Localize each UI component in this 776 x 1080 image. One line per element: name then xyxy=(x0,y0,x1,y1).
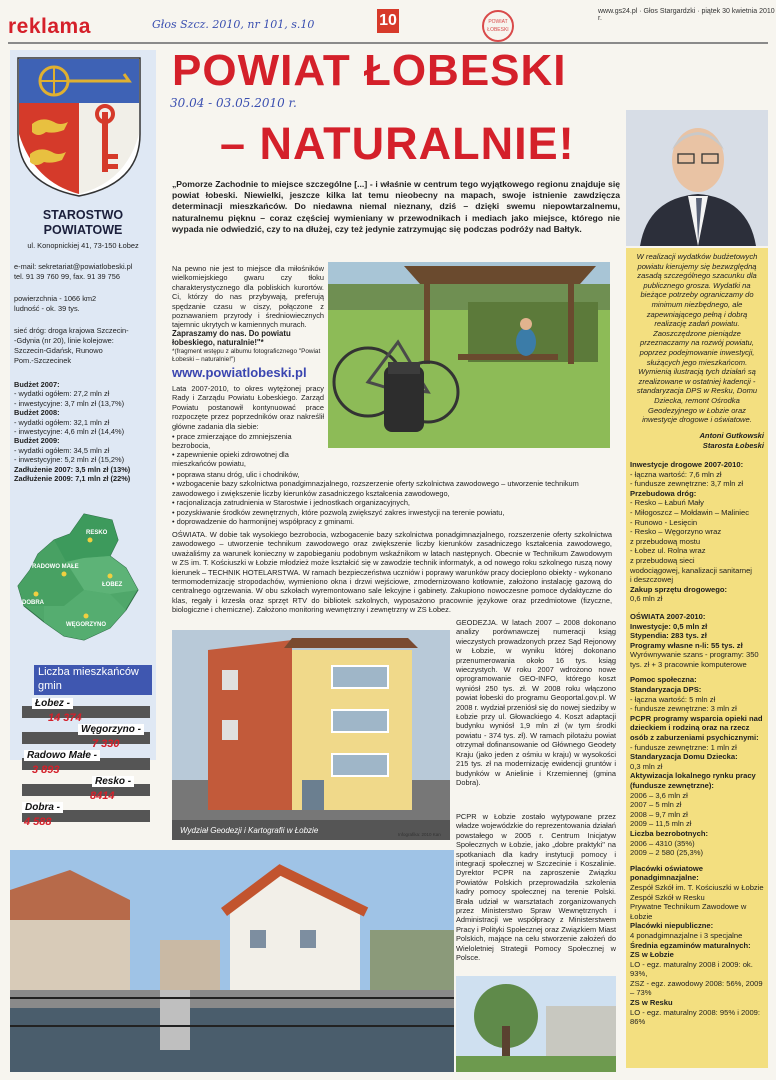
school-line: Zespół Szkół im. T. Kościuszki w Łobzie xyxy=(630,882,764,892)
rebuilt-line: - Łobez ul. Rolna wraz xyxy=(630,546,706,556)
social-line: PCPR programy wsparcia opieki nad dzieckiem i rodziną oraz na rzecz osób z zaburzeniami psychicznymi: xyxy=(630,713,763,743)
inhabitants-value: 3 893 xyxy=(32,764,60,776)
building-photo xyxy=(172,630,450,840)
budget-2009-title: Budżet 2009: xyxy=(14,436,60,446)
bridge-photo xyxy=(10,850,454,1072)
equipment-value: 0,6 mln zł xyxy=(630,594,663,604)
social-line: - fundusze zewnętrzne: 1 mln zł xyxy=(630,742,737,752)
source-note: Infografika: 2010 Kan xyxy=(398,832,441,837)
social-line: 2009 – 11,5 mln zł xyxy=(630,819,692,829)
equipment-title: Zakup sprzętu drogowego: xyxy=(630,584,728,594)
school-line: ZSZ - egz. zawodowy 2008: 56%, 2009 – 73% xyxy=(630,978,763,998)
school-line: ZS w Łobzie xyxy=(630,950,674,960)
road-network-1: sieć dróg: droga krajowa Szczecin- xyxy=(14,326,129,335)
social-line: 2009 – 2 580 (25,3%) xyxy=(630,848,704,858)
signature-role: Starosta Łobeski xyxy=(702,441,764,450)
school-line: Placówki niepubliczne: xyxy=(630,921,714,931)
inhabitants-value: 4 588 xyxy=(24,816,52,828)
budget-2008-total: - wydatki ogółem: 32,1 mln zł xyxy=(14,417,110,427)
budget-2008-invest: - inwestycyjne: 4,6 mln zł (14,4%) xyxy=(14,427,125,437)
school-line: Średnia egzaminów maturalnych: xyxy=(630,940,751,950)
intro-bullet-1: • prace zmierzające do zmniejszenia bezrobocia, xyxy=(172,432,292,451)
road-line: - łączna wartość: 7,6 mln zł xyxy=(630,469,722,479)
social-line: Liczba bezrobotnych: xyxy=(630,828,709,838)
lead-paragraph: „Pomorze Zachodnie to miejsce szczególne [...] - i właśnie w centrum tego wyjątkowego regionu znajduje się powiat łobeski. Niewielki, jeszcze kilka lat temu nieobecny na mapach, swoje istnienie zawdzięcza determinacji mieszkańców. Do niedawna niemal nieznany, dziś – dzięki swemu niepowtarzalnemu, naturalnemu pięknu – coraz częściej wymieniany w przewodnikach i mediach jako miejsce, którego nie wypada nie odwiedzić, czy to na dłużej, czy też jedynie zatrzymując się podczas podróży nad Bałtyk. xyxy=(172,179,620,234)
budget-2008-title: Budżet 2008: xyxy=(14,408,60,418)
office-email: e-mail: sekretariat@powiatlobeski.pl xyxy=(14,262,133,271)
inhabitants-value: 14 374 xyxy=(48,712,82,724)
office-title-1: STAROSTWO xyxy=(42,208,124,222)
inhabitants-name: Resko - xyxy=(92,776,134,787)
school-line: LO - egz. maturalny 2008: 95% i 2009: 86% xyxy=(630,1007,761,1027)
starosta-quote: W realizacji wydatków budżetowych powiatu kierujemy się bezwzględną zasadą szczególnego szacunku dla publicznego grosza. Wydatki na bieżące potrzeby ograniczamy do minimum niezbędnego, ale zapewniającego pełną i dobrą realizację zadań powiatu. Zaoszczędzone pieniądze przeznaczamy na rozwój powiatu, poprzez podejmowanie inwestycji, służących jego mieszkańcom. Wymienią ilustracją tych działań są zrealizowane w ostatniej kadencji - standaryzacja DPS w Resku, Domu Dziecka, remont Ośrodka Geodezyjnego w Łobzie oraz inwestycje drogowe i oświatowe. xyxy=(636,252,758,425)
schools-title: Placówki oświatowe ponadgimnazjalne: xyxy=(630,863,704,883)
inhabitants-row-dobra xyxy=(22,802,150,834)
school-line: 4 ponadgimnazjalne i 3 specjalne xyxy=(630,930,743,940)
social-line: 2006 – 4310 (35%) xyxy=(630,838,695,848)
map-label-wegorzyno: WĘGORZYNO xyxy=(66,622,106,628)
goal-item: • racjonalizacja zatrudnienia w Starostwie i jednostkach organizacyjnych, xyxy=(172,498,410,508)
signature-name: Antoni Gutkowski xyxy=(699,431,764,440)
school-line: LO - egz. maturalny 2008 i 2009: ok. 93%, xyxy=(630,959,753,979)
intro-bullet-2: • zapewnienie opieki zdrowotnej dla mieszkańców powiatu, xyxy=(172,450,289,469)
social-line: 2006 – 3,6 mln zł xyxy=(630,790,688,800)
road-network-2: -Gdynia (nr 20), linie kolejowe: xyxy=(14,336,114,345)
inhabitants-title-line1: Liczba mieszkańców xyxy=(38,666,139,678)
section-label: reklama xyxy=(8,15,91,38)
rebuilt-line: - Resko – Łabuń Mały xyxy=(630,498,704,508)
budget-2009-total: - wydatki ogółem: 34,5 mln zł xyxy=(14,445,110,455)
header-rule xyxy=(8,42,768,44)
intro-invitation: Zapraszamy do nas. Do powiatu łobeskiego, naturalnie!"* xyxy=(172,329,291,348)
social-line: - fundusze zewnętrzne: 3 mln zł xyxy=(630,704,737,714)
office-address: ul. Konopnickiej 41, 73-150 Łobez xyxy=(27,241,139,250)
inhabitants-title xyxy=(34,665,152,695)
intro-text-2: Lata 2007-2010, to okres wytężonej pracy Rady i Zarządu Powiatu Łobeskiego. Zarząd Powiatu postanowił kontynuować prace rozpoczęte przez poprzedników oraz nakreślił główne zadania dla siebie: xyxy=(172,384,324,431)
social-title: Pomoc społeczna: xyxy=(630,675,697,685)
social-line: 2007 – 5 mln zł xyxy=(630,800,682,810)
goal-item: • poprawa stanu dróg, ulic i chodników, xyxy=(172,470,300,479)
rebuilt-line: wodociągowej, kanalizacji sanitarnej xyxy=(630,565,752,575)
school-line: ZS w Resku xyxy=(630,998,673,1008)
county-area: powierzchnia - 1066 km2 xyxy=(14,294,97,303)
inhabitants-title-line2: gmin xyxy=(38,680,62,692)
budget-2007-invest: - inwestycyjne: 3,7 mln zł (13,7%) xyxy=(14,398,125,408)
education-stat: Stypendia: 283 tys. zł xyxy=(630,631,707,641)
education-stat: Inwestycje: 0,5 mln zł xyxy=(630,621,708,631)
rebuilt-title: Przebudowa dróg: xyxy=(630,488,697,498)
goal-item: • doprowadzenie do harmonijnej współpracy z gminami. xyxy=(172,517,355,527)
debt-2009: Zadłużenie 2009: 7,1 mln zł (22%) xyxy=(14,474,131,484)
geodesy-text: GEODEZJA. W latach 2007 – 2008 dokonano analizy porównawczej numeracji ksiąg wieczystych prowadzonych przez Sąd Rejonowy w Łobzie, w wyniku której dokonano przenumerowania około 16 tys. ksiąg wieczystych. W roku 2007 wdrożono nowe oprogramowanie GEO-INFO, którego koszt wyniósł 250 tys. zł. W 2008 roku włączono powiat łobeski do programu Geoportal.gov.pl. W 2008 r. wydział przeniósł się do nowej siedziby w Łobzie przy ul. Głowackiego 4. Koszt adaptacji budynku wyniósł 1,9 mln zł (w tym środki powiatu - 374 tys. zł). W ramach pilotażu powiat otrzymał dofinansowanie od Głównego Geodety Kraju (jako jeden z ośmiu w kraju) w wysokości 215 tys. zł na modernizację ewidencji gruntów i budynków w Anielinie i Krzemiennej (gmina Dobra). xyxy=(456,618,616,787)
office-phone: tel. 91 39 760 99, fax. 91 39 756 xyxy=(14,272,121,281)
social-line: Standaryzacja Domu Dziecka: xyxy=(630,752,738,762)
intro-footnote: *(fragment wstępu z albumu fotograficznego "Powiat Łobeski – naturalnie!") xyxy=(172,348,321,363)
pcpr-text: PCPR w Łobzie zostało wytypowane przez władze wojewódzkie do reprezentowania działań powstałego w 2005 r. Centrum Inicjatyw Społecznych w Łobzie, jako „dobre praktyki" na spotkaniach dla kadry instytucji pomocy i integracji społecznej w Szczecinie i Koszalinie. Dyrektor PCPR na zaproszenie Związku Powiatów Polskich przeprowadziła szkolenia kadry pomocy społecznej na terenie Polski. Brała udział w warsztatach zorganizowanych przez Ministerstwo Spraw Wewnętrznych i Administracji we współpracy z Ministerstwem Pracy i Polityki Społecznej oraz Związkiem Miast Polskich, mające na celu stworzenie założeń do Wieloletniej Strategii Pomocy Społecznej w Polsce. xyxy=(456,812,616,963)
portrait-photo xyxy=(626,110,768,246)
social-line: Standaryzacja DPS: xyxy=(630,685,702,695)
social-line: 0,3 mln zł xyxy=(630,761,663,771)
education-stats-title: OŚWIATA 2007-2010: xyxy=(630,611,706,621)
rebuilt-line: z przebudową sieci xyxy=(630,555,695,565)
county-map xyxy=(14,510,150,645)
website-address: www.powiatlobeski.pl xyxy=(172,365,307,380)
road-investments-title: Inwestycje drogowe 2007-2010: xyxy=(630,460,744,469)
newspaper-topline: www.gs24.pl · Głos Stargardzki · piątek 30 kwietnia 2010 r. xyxy=(598,8,775,22)
rebuilt-line: i deszczowej xyxy=(630,575,674,585)
school-line: Zespół Szkół w Resku xyxy=(630,892,705,902)
social-line: - łączna wartość: 5 mln zł xyxy=(630,694,716,704)
map-label-dobra: DOBRA xyxy=(22,600,44,606)
tree-photo xyxy=(456,976,616,1072)
education-stat: Programy własne n-li: 55 tys. zł xyxy=(630,640,743,650)
handwritten-dates: 30.04 - 03.05.2010 r. xyxy=(170,96,297,110)
social-line: Aktywizacja lokalnego rynku pracy (fundusze zewnętrzne): xyxy=(630,771,756,790)
handwritten-note-top: Głos Szcz. 2010, nr 101, s.10 xyxy=(152,18,315,31)
office-title-2: POWIATOWE xyxy=(43,223,123,237)
debt-2007: Zadłużenie 2007: 3,5 mln zł (13%) xyxy=(14,464,131,474)
education-text: OŚWIATA. W dobie tak wysokiego bezrobocia, wzbogacenie bazy szkolnictwa ponadgimnazjalnego, rozszerzenie oferty szkolnictwa zawodowego – utworzenie technikum zawodowego oraz zwiększenie liczby kierunków zasadniczego kształcenia zawodowego, uważaliśmy za warunek konieczny w zapobieganiu podobnym wskaźnikom w latach następnych. Obecnie w Technikum Zawodowym w ZS im. T. Kościuszki w Łobzie młodzież może kształcić się w zawodzie technik informatyk, a od nowego roku szkolnego ruszą nowy kierunek – TECHNIK HOTELARSTWA. W ramach bezpieczeństwa uczniów i poprawy warunków pracy docieplono obiekty - wykonano termomodernizację stropodachów, wymieniono okna i drzwi wejściowe, zmodernizowano kotłownie, założono instalację gazową do centralnego ogrzewania. W obu szkołach wyremontowano sale lekcyjne i gabinety. Zakupiono nowoczesne pomoce dydaktyczne do klas, regały i krzesła oraz sprzęt RTV do bibliotek szkolnych, wyposażono pracownie językowe oraz przedmiotowe (fizyczne, biologiczne i chemiczne). Założono monitoring wewnętrzny i zewnętrzny w ZS Łobez. xyxy=(172,530,612,615)
intro-text-1: Na pewno nie jest to miejsce dla miłośników wielkomiejskiego gwaru czy tłoku charakterystycznego dla pobliskich kurortów. Ci, którzy do nas przybywają, preferują spędzanie czasu w ciszy, połączone z poznawaniem przyrody i średniowiecznych tajemnic ukrytych w kamiennych murach. xyxy=(172,264,324,330)
map-label-lobez: ŁOBEZ xyxy=(102,582,123,588)
building-caption: Wydział Geodezji i Kartografii w Łobzie xyxy=(180,826,319,835)
rebuilt-line: - Resko – Węgorzyno wraz xyxy=(630,527,722,537)
coat-of-arms-icon xyxy=(14,54,144,200)
inhabitants-name: Łobez - xyxy=(32,698,73,709)
school-line: Prywatne Technikum Zawodowe w Łobzie xyxy=(630,902,747,921)
inhabitants-name: Radowo Małe - xyxy=(24,750,100,761)
budget-2007-title: Budżet 2007: xyxy=(14,380,60,389)
goals-list xyxy=(172,470,612,526)
headline-line2: – NATURALNIE! xyxy=(220,118,575,169)
person-icon xyxy=(626,110,768,246)
road-investments xyxy=(630,460,766,1027)
rebuilt-line: - Runowo - Lesięcin xyxy=(630,517,698,527)
budget-2009-invest: - inwestycyjne: 5,2 mln zł (15,2%) xyxy=(14,455,125,465)
inhabitants-name: Węgorzyno - xyxy=(78,724,144,735)
road-network-3: Szczecin-Gdańsk, Runowo xyxy=(14,346,103,355)
page-number: 10 xyxy=(377,9,399,33)
map-label-radowo: RADOWO MAŁE xyxy=(32,564,79,570)
map-label-resko: RESKO xyxy=(86,530,108,536)
goal-item: • wzbogacenie bazy szkolnictwa ponadgimnazjalnego, rozszerzenie oferty szkolnictwa zawodowego – utworzenie technikum zawodowego i zwiększenie liczby kierunków zasadniczego kształcenia zawodowego, xyxy=(172,479,579,498)
bicycle-photo xyxy=(328,262,610,448)
social-line: 2008 – 9,7 mln zł xyxy=(630,809,688,819)
inhabitants-value: 7 330 xyxy=(92,738,120,750)
rebuilt-line: - Miłogoszcz – Mołdawin – Maliniec xyxy=(630,507,750,517)
inhabitants-name: Dobra - xyxy=(22,802,63,813)
county-population: ludność - ok. 39 tys. xyxy=(14,304,80,313)
inhabitants-value: 8414 xyxy=(90,790,115,802)
budget-2007-total: - wydatki ogółem: 27,2 mln zł xyxy=(14,389,110,399)
library-stamp: POWIAT ŁOBESKI xyxy=(482,10,514,42)
education-stat: Wyrównywanie szans - programy: 350 tys. zł + 3 pracownie komputerowe xyxy=(630,650,759,669)
rebuilt-line: z przebudową mostu xyxy=(630,536,701,546)
goal-item: • pozyskiwanie środków zewnętrznych, które pozwolą zwiększyć zakres inwestycji na terenie powiatu, xyxy=(172,507,505,517)
headline-line1: POWIAT ŁOBESKI xyxy=(172,46,567,95)
road-network-4: Pom.-Szczecinek xyxy=(14,356,72,365)
road-line: - fundusze zewnętrzne: 3,7 mln zł xyxy=(630,479,744,489)
